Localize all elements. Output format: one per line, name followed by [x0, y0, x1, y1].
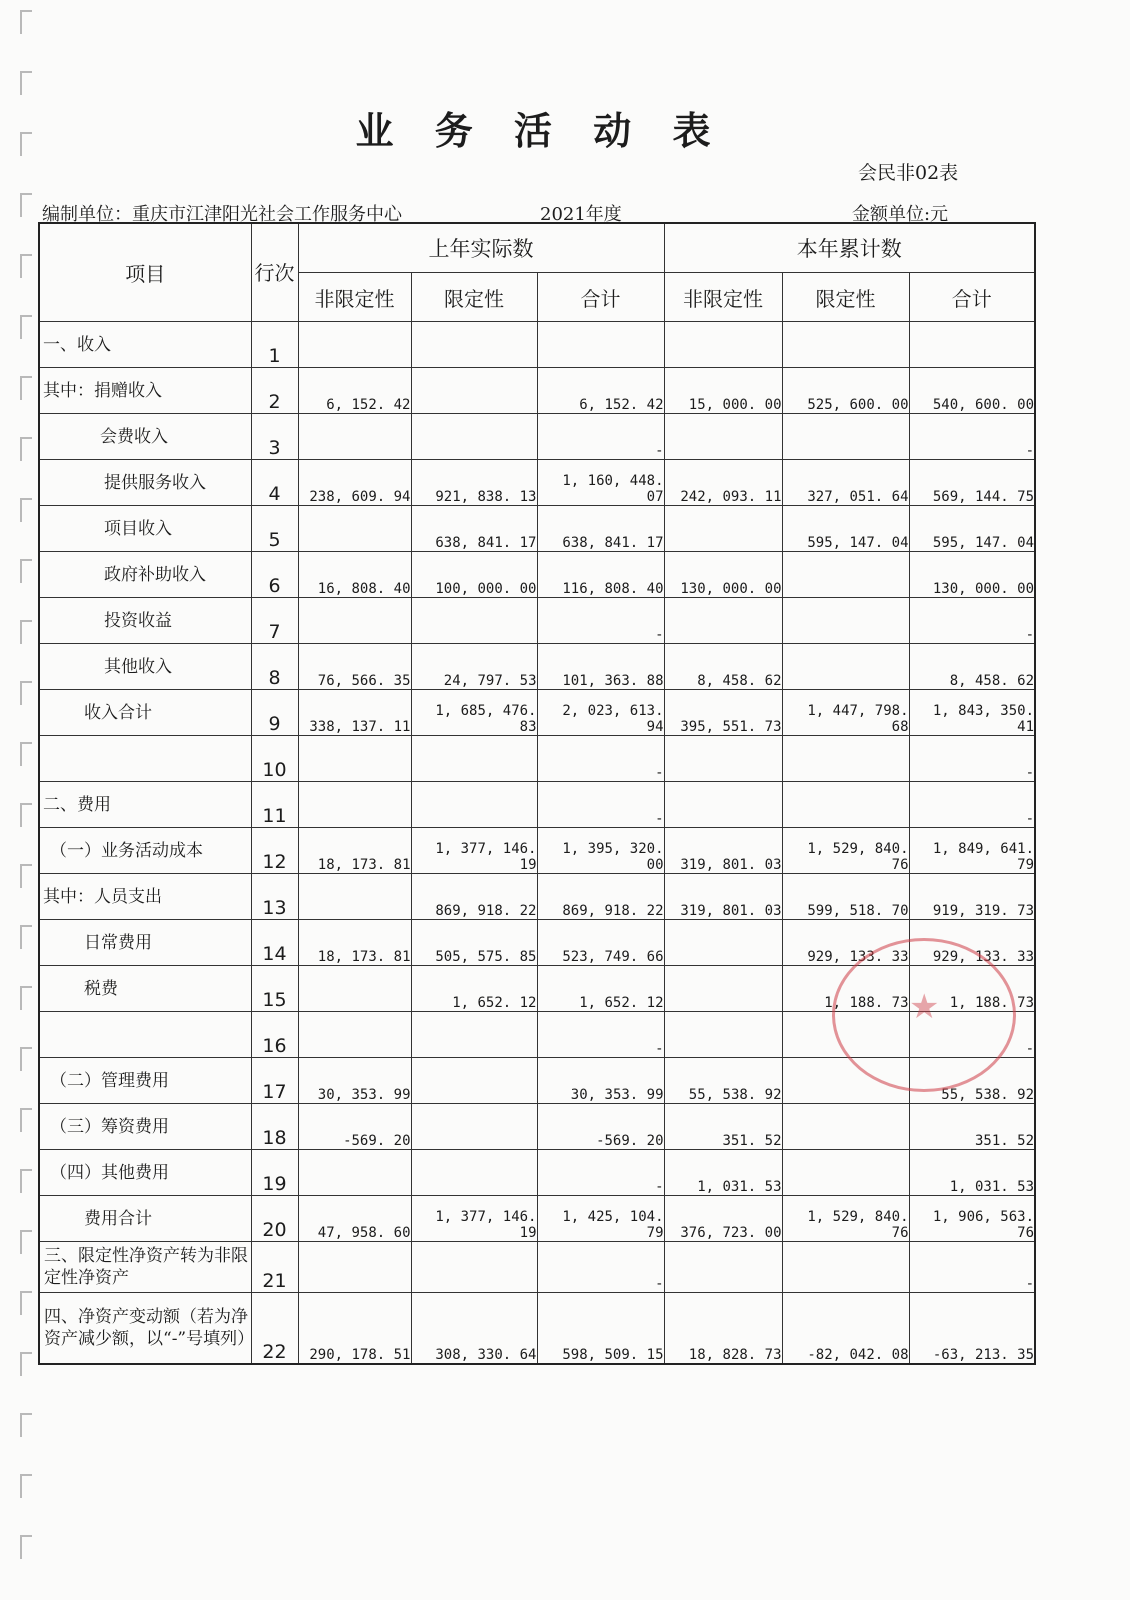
row-line-number: 21 [251, 1242, 298, 1293]
prev-total-header: 合计 [537, 273, 664, 322]
row-item-label: 二、费用 [39, 782, 251, 828]
binding-hole-mark [20, 71, 32, 95]
binding-hole-mark [20, 1413, 32, 1437]
cell-curr-restricted [782, 598, 909, 644]
row-line-number: 6 [251, 552, 298, 598]
cell-curr-total: 569, 144. 75 [909, 460, 1035, 506]
cell-prev-unrestricted: 338, 137. 11 [298, 690, 411, 736]
cell-curr-total: 919, 319. 73 [909, 874, 1035, 920]
cell-prev-total: - [537, 1012, 664, 1058]
binding-hole-mark [20, 925, 32, 949]
cell-curr-unrestricted [664, 414, 782, 460]
row-item-label: 其他收入 [39, 644, 251, 690]
cell-curr-unrestricted: 319, 801. 03 [664, 874, 782, 920]
cell-prev-unrestricted: 76, 566. 35 [298, 644, 411, 690]
row-item-label: 四、净资产变动额（若为净资产减少额，以“-”号填列） [39, 1293, 251, 1365]
cell-prev-unrestricted: 238, 609. 94 [298, 460, 411, 506]
cell-prev-unrestricted [298, 506, 411, 552]
cell-prev-unrestricted [298, 874, 411, 920]
row-line-number: 10 [251, 736, 298, 782]
cell-curr-total: -63, 213. 35 [909, 1293, 1035, 1365]
binding-hole-mark [20, 254, 32, 278]
table-row [39, 1196, 1035, 1242]
row-item-label [39, 1012, 251, 1058]
cell-curr-restricted: 929, 133. 33 [782, 920, 909, 966]
cell-prev-restricted [411, 1242, 537, 1293]
curr-unrestricted-header: 非限定性 [664, 273, 782, 322]
cell-prev-restricted: 1, 652. 12 [411, 966, 537, 1012]
cell-curr-unrestricted [664, 598, 782, 644]
row-line-number: 17 [251, 1058, 298, 1104]
cell-curr-total: - [909, 1242, 1035, 1293]
cell-prev-total: 869, 918. 22 [537, 874, 664, 920]
cell-prev-unrestricted: 30, 353. 99 [298, 1058, 411, 1104]
table-row [39, 598, 1035, 644]
cell-prev-unrestricted [298, 598, 411, 644]
cell-curr-restricted [782, 322, 909, 368]
row-item-label: 投资收益 [39, 598, 251, 644]
row-item-label: 日常费用 [39, 920, 251, 966]
form-code: 会民非02表 [858, 162, 959, 184]
cell-curr-total: 929, 133. 33 [909, 920, 1035, 966]
binding-hole-mark [20, 10, 32, 34]
binding-hole-mark [20, 1108, 32, 1132]
cell-prev-unrestricted: 6, 152. 42 [298, 368, 411, 414]
row-item-label: 税费 [39, 966, 251, 1012]
cell-prev-unrestricted: -569. 20 [298, 1104, 411, 1150]
cell-curr-total: 1, 906, 563. 76 [909, 1196, 1035, 1242]
official-seal: ★ [832, 938, 1016, 1092]
cell-curr-unrestricted [664, 506, 782, 552]
row-line-number: 9 [251, 690, 298, 736]
binding-hole-mark [20, 864, 32, 888]
cell-curr-unrestricted [664, 920, 782, 966]
table-row [39, 828, 1035, 874]
cell-curr-total: 55, 538. 92 [909, 1058, 1035, 1104]
cell-curr-restricted: 327, 051. 64 [782, 460, 909, 506]
binding-hole-mark [20, 742, 32, 766]
cell-prev-restricted: 505, 575. 85 [411, 920, 537, 966]
row-item-label: （二）管理费用 [39, 1058, 251, 1104]
cell-prev-total: 598, 509. 15 [537, 1293, 664, 1365]
cell-prev-unrestricted [298, 1150, 411, 1196]
table-row [39, 368, 1035, 414]
binding-hole-mark [20, 559, 32, 583]
cell-prev-restricted [411, 414, 537, 460]
cell-curr-total: 351. 52 [909, 1104, 1035, 1150]
cell-curr-unrestricted [664, 322, 782, 368]
activity-statement-table [38, 222, 1036, 1365]
row-item-label: 一、收入 [39, 322, 251, 368]
binding-hole-mark [20, 986, 32, 1010]
cell-prev-restricted [411, 1012, 537, 1058]
cell-curr-restricted: 1, 529, 840. 76 [782, 828, 909, 874]
row-item-label: （三）筹资费用 [39, 1104, 251, 1150]
cell-curr-total: - [909, 414, 1035, 460]
cell-prev-total: 1, 425, 104. 79 [537, 1196, 664, 1242]
row-line-number: 12 [251, 828, 298, 874]
cell-curr-restricted [782, 1058, 909, 1104]
row-item-label: 其中：人员支出 [39, 874, 251, 920]
cell-curr-restricted: -82, 042. 08 [782, 1293, 909, 1365]
cell-prev-unrestricted [298, 782, 411, 828]
row-item-label [39, 736, 251, 782]
cell-curr-total: - [909, 1012, 1035, 1058]
cell-curr-unrestricted: 55, 538. 92 [664, 1058, 782, 1104]
cell-curr-restricted [782, 1104, 909, 1150]
binding-hole-mark [20, 803, 32, 827]
row-item-label: （一）业务活动成本 [39, 828, 251, 874]
cell-curr-total: 1, 031. 53 [909, 1150, 1035, 1196]
cell-curr-total: - [909, 736, 1035, 782]
cell-curr-restricted [782, 644, 909, 690]
binding-hole-mark [20, 1230, 32, 1254]
cell-curr-unrestricted [664, 966, 782, 1012]
cell-prev-unrestricted: 18, 173. 81 [298, 828, 411, 874]
binding-hole-mark [20, 437, 32, 461]
table-row [39, 874, 1035, 920]
row-line-number: 19 [251, 1150, 298, 1196]
cell-prev-total: - [537, 1242, 664, 1293]
row-line-number: 1 [251, 322, 298, 368]
cell-prev-total: -569. 20 [537, 1104, 664, 1150]
cell-curr-restricted [782, 414, 909, 460]
cell-prev-total: 1, 395, 320. 00 [537, 828, 664, 874]
cell-curr-unrestricted: 242, 093. 11 [664, 460, 782, 506]
table-row [39, 920, 1035, 966]
cell-curr-total: 1, 188. 73 [909, 966, 1035, 1012]
cell-curr-unrestricted [664, 736, 782, 782]
cell-prev-unrestricted [298, 322, 411, 368]
row-line-number: 11 [251, 782, 298, 828]
cell-curr-unrestricted: 395, 551. 73 [664, 690, 782, 736]
cell-prev-total: 1, 160, 448. 07 [537, 460, 664, 506]
binding-hole-mark [20, 315, 32, 339]
cell-prev-total: 6, 152. 42 [537, 368, 664, 414]
cell-curr-restricted [782, 1012, 909, 1058]
cell-prev-restricted: 638, 841. 17 [411, 506, 537, 552]
cell-curr-unrestricted [664, 1012, 782, 1058]
table-row [39, 414, 1035, 460]
cell-prev-unrestricted [298, 966, 411, 1012]
line-no-column-header: 行次 [251, 223, 298, 322]
binding-hole-mark [20, 1169, 32, 1193]
cell-prev-restricted: 869, 918. 22 [411, 874, 537, 920]
table-row [39, 1293, 1035, 1365]
cell-prev-restricted [411, 1150, 537, 1196]
cell-prev-total: 116, 808. 40 [537, 552, 664, 598]
cell-curr-unrestricted: 1, 031. 53 [664, 1150, 782, 1196]
cell-prev-unrestricted: 18, 173. 81 [298, 920, 411, 966]
cell-curr-total: - [909, 782, 1035, 828]
curr-restricted-header: 限定性 [782, 273, 909, 322]
cell-prev-unrestricted [298, 1242, 411, 1293]
table-row [39, 966, 1035, 1012]
cell-curr-unrestricted [664, 782, 782, 828]
cell-curr-unrestricted: 18, 828. 73 [664, 1293, 782, 1365]
table-row [39, 1012, 1035, 1058]
table-row [39, 736, 1035, 782]
table-row [39, 1104, 1035, 1150]
table-row [39, 506, 1035, 552]
cell-prev-unrestricted: 16, 808. 40 [298, 552, 411, 598]
table-row [39, 1150, 1035, 1196]
row-item-label: 项目收入 [39, 506, 251, 552]
cell-prev-restricted [411, 598, 537, 644]
currency-unit: 金额单位:元 [852, 204, 949, 225]
cell-prev-total: - [537, 736, 664, 782]
cell-prev-restricted: 100, 000. 00 [411, 552, 537, 598]
cell-curr-unrestricted: 8, 458. 62 [664, 644, 782, 690]
row-line-number: 5 [251, 506, 298, 552]
cell-curr-total: 8, 458. 62 [909, 644, 1035, 690]
cell-prev-restricted: 1, 685, 476. 83 [411, 690, 537, 736]
cell-prev-total: - [537, 782, 664, 828]
cell-prev-total [537, 322, 664, 368]
cell-curr-restricted [782, 552, 909, 598]
cell-prev-unrestricted [298, 736, 411, 782]
item-column-header: 项目 [39, 223, 251, 322]
row-item-label: 三、限定性净资产转为非限定性净资产 [39, 1242, 251, 1293]
cell-curr-total: 1, 843, 350. 41 [909, 690, 1035, 736]
binding-hole-mark [20, 1474, 32, 1498]
binding-hole-mark [20, 681, 32, 705]
cell-prev-total: - [537, 598, 664, 644]
row-line-number: 22 [251, 1293, 298, 1365]
cell-prev-restricted [411, 368, 537, 414]
cell-curr-total [909, 322, 1035, 368]
cell-curr-restricted: 525, 600. 00 [782, 368, 909, 414]
binding-hole-mark [20, 1047, 32, 1071]
row-line-number: 20 [251, 1196, 298, 1242]
binding-hole-mark [20, 1291, 32, 1315]
cell-prev-restricted: 921, 838. 13 [411, 460, 537, 506]
cell-prev-restricted [411, 1058, 537, 1104]
row-item-label: 费用合计 [39, 1196, 251, 1242]
cell-prev-unrestricted [298, 414, 411, 460]
binding-hole-mark [20, 376, 32, 400]
cell-prev-total: 1, 652. 12 [537, 966, 664, 1012]
cell-prev-total: 2, 023, 613. 94 [537, 690, 664, 736]
cell-curr-unrestricted: 351. 52 [664, 1104, 782, 1150]
prev-restricted-header: 限定性 [411, 273, 537, 322]
cell-curr-restricted: 595, 147. 04 [782, 506, 909, 552]
cell-curr-restricted [782, 1242, 909, 1293]
cell-prev-restricted [411, 736, 537, 782]
row-item-label: 政府补助收入 [39, 552, 251, 598]
cell-prev-total: - [537, 1150, 664, 1196]
row-item-label: 提供服务收入 [39, 460, 251, 506]
report-year: 2021年度 [540, 204, 622, 225]
prev-unrestricted-header: 非限定性 [298, 273, 411, 322]
cell-prev-total: 523, 749. 66 [537, 920, 664, 966]
cell-curr-restricted [782, 736, 909, 782]
binding-hole-mark [20, 1535, 32, 1559]
row-item-label: 其中：捐赠收入 [39, 368, 251, 414]
curr-year-group-header: 本年累计数 [664, 223, 1035, 273]
binding-hole-mark [20, 620, 32, 644]
cell-prev-total: 101, 363. 88 [537, 644, 664, 690]
cell-prev-unrestricted [298, 1012, 411, 1058]
cell-curr-restricted: 1, 188. 73 [782, 966, 909, 1012]
cell-curr-total: 540, 600. 00 [909, 368, 1035, 414]
table-row [39, 1058, 1035, 1104]
cell-prev-total: 638, 841. 17 [537, 506, 664, 552]
preparing-unit: 编制单位：重庆市江津阳光社会工作服务中心 [42, 204, 402, 225]
cell-prev-restricted: 1, 377, 146. 19 [411, 1196, 537, 1242]
cell-curr-restricted: 599, 518. 70 [782, 874, 909, 920]
row-item-label: 会费收入 [39, 414, 251, 460]
cell-prev-restricted: 308, 330. 64 [411, 1293, 537, 1365]
row-line-number: 13 [251, 874, 298, 920]
binding-hole-mark [20, 498, 32, 522]
cell-prev-unrestricted: 290, 178. 51 [298, 1293, 411, 1365]
row-line-number: 8 [251, 644, 298, 690]
curr-total-header: 合计 [909, 273, 1035, 322]
row-item-label: （四）其他费用 [39, 1150, 251, 1196]
binding-hole-mark [20, 193, 32, 217]
cell-curr-unrestricted: 15, 000. 00 [664, 368, 782, 414]
table-row [39, 552, 1035, 598]
row-line-number: 15 [251, 966, 298, 1012]
cell-prev-total: - [537, 414, 664, 460]
cell-curr-restricted [782, 782, 909, 828]
row-item-label: 收入合计 [39, 690, 251, 736]
table-row [39, 1242, 1035, 1293]
table-row [39, 690, 1035, 736]
cell-curr-total: 130, 000. 00 [909, 552, 1035, 598]
cell-curr-total: 595, 147. 04 [909, 506, 1035, 552]
cell-curr-restricted: 1, 529, 840. 76 [782, 1196, 909, 1242]
cell-prev-unrestricted: 47, 958. 60 [298, 1196, 411, 1242]
cell-prev-restricted [411, 782, 537, 828]
cell-prev-restricted: 24, 797. 53 [411, 644, 537, 690]
binding-hole-marks [8, 0, 38, 1600]
table-row [39, 782, 1035, 828]
table-row [39, 644, 1035, 690]
cell-curr-total: - [909, 598, 1035, 644]
cell-prev-restricted [411, 322, 537, 368]
binding-hole-mark [20, 1352, 32, 1376]
cell-curr-unrestricted: 130, 000. 00 [664, 552, 782, 598]
row-line-number: 18 [251, 1104, 298, 1150]
row-line-number: 16 [251, 1012, 298, 1058]
cell-curr-restricted: 1, 447, 798. 68 [782, 690, 909, 736]
page-title: 业 务 活 动 表 [355, 109, 725, 153]
row-line-number: 3 [251, 414, 298, 460]
table-row [39, 460, 1035, 506]
cell-curr-unrestricted: 376, 723. 00 [664, 1196, 782, 1242]
cell-curr-unrestricted [664, 1242, 782, 1293]
row-line-number: 2 [251, 368, 298, 414]
row-line-number: 14 [251, 920, 298, 966]
cell-curr-restricted [782, 1150, 909, 1196]
table-row [39, 322, 1035, 368]
cell-prev-restricted [411, 1104, 537, 1150]
cell-prev-total: 30, 353. 99 [537, 1058, 664, 1104]
cell-prev-restricted: 1, 377, 146. 19 [411, 828, 537, 874]
cell-curr-total: 1, 849, 641. 79 [909, 828, 1035, 874]
prev-year-group-header: 上年实际数 [298, 223, 664, 273]
row-line-number: 4 [251, 460, 298, 506]
row-line-number: 7 [251, 598, 298, 644]
cell-curr-unrestricted: 319, 801. 03 [664, 828, 782, 874]
